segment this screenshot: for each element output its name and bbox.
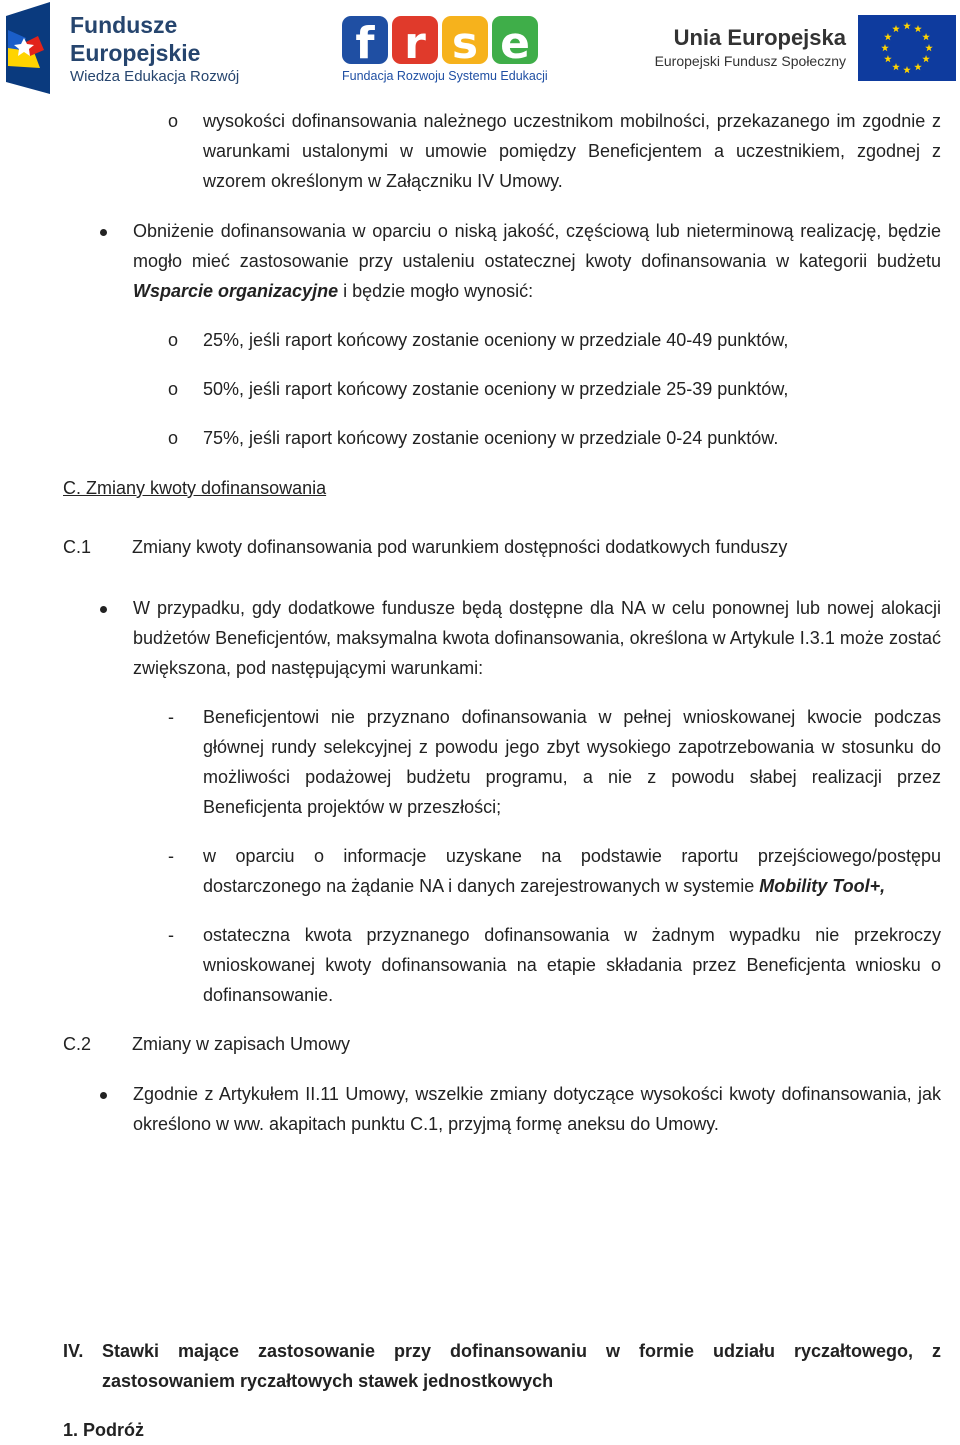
- fundusze-europejskie-logo: [4, 2, 254, 94]
- ue-text-block: [636, 24, 846, 74]
- dash-marker: -: [168, 846, 174, 866]
- svg-text:r: r: [404, 18, 426, 66]
- fe-line2: Europejskie: [70, 40, 201, 66]
- list-marker: o: [168, 111, 179, 131]
- frse-wordmark-icon: [340, 14, 540, 66]
- ue-line2: Europejski Fundusz Społeczny: [654, 53, 846, 69]
- header-logos: [0, 0, 960, 100]
- sub-item-50: 50%, jeśli raport końcowy zostanie oceniony w przedziale 25-39 punktów,: [203, 379, 789, 399]
- sub-item-75: 75%, jeśli raport końcowy zostanie oceniony w przedziale 0-24 punktów.: [203, 428, 779, 448]
- dash-item-beneficjentowi: Beneficjentowi nie przyznano dofinansowania w pełnej wnioskowanej kwocie podczas głównej rundy selekcyjnej z powodu jego zbyt wysokiego zapotrzebowania w stosunku do możliwości podażowej budżetu programu, a nie z powodu słabej realizacji przez Beneficjenta projektów w przeszłości;: [203, 707, 941, 817]
- svg-text:s: s: [451, 18, 479, 66]
- svg-text:e: e: [500, 18, 530, 66]
- eu-flag-icon: [858, 15, 956, 81]
- section-c1-number: C.1: [63, 537, 92, 557]
- bullet-icon: [100, 606, 107, 613]
- fe-flag-icon: [4, 2, 56, 94]
- list-marker: o: [168, 379, 179, 399]
- dash-item-ostateczna: ostateczna kwota przyznanego dofinansowania w żadnym wypadku nie przekroczy wnioskowanej kwoty dofinansowania na etapie składania przez Beneficjenta wniosku o dofinansowanie.: [203, 925, 941, 1005]
- bullet-icon: [100, 1092, 107, 1099]
- paragraph-obnizenie: Obniżenie dofinansowania w oparciu o niską jakość, częściową lub nieterminową realizację, będzie mogło mieć zastosowanie przy ustaleniu ostatecznej kwoty dofinansowania w kategorii budżetu Wsparcie organizacyjne i będzie mogło wynosić:: [133, 221, 941, 301]
- section-iv-number: IV.: [63, 1341, 84, 1361]
- section-c1-title: Zmiany kwoty dofinansowania pod warunkiem dostępności dodatkowych funduszy: [132, 537, 788, 557]
- section-c2-number: C.2: [63, 1034, 92, 1054]
- sub-item-25: 25%, jeśli raport końcowy zostanie oceniony w przedziale 40-49 punktów,: [203, 330, 789, 350]
- list-marker: o: [168, 330, 179, 350]
- emphasis-mobility-tool: Mobility Tool+,: [759, 876, 886, 896]
- svg-text:f: f: [355, 18, 375, 66]
- bullet-icon: [100, 229, 107, 236]
- dash-item-w-oparciu: w oparciu o informacje uzyskane na podstawie raportu przejściowego/postępu dostarczonego na żądanie NA i danych zarejestrowanych w systemie Mobility Tool+,: [203, 846, 941, 896]
- section-iv-heading: Stawki mające zastosowanie przy dofinansowaniu w formie udziału ryczałtowego, z zastosowaniem ryczałtowych stawek jednostkowych: [102, 1341, 941, 1391]
- dash-marker: -: [168, 925, 174, 945]
- section-c-heading: C. Zmiany kwoty dofinansowania: [63, 478, 327, 498]
- fe-line1: Fundusze: [70, 12, 178, 38]
- ue-line1: Unia Europejska: [673, 25, 846, 50]
- frse-logo: [340, 14, 548, 90]
- paragraph-c2-bullet: Zgodnie z Artykułem II.11 Umowy, wszelkie zmiany dotyczące wysokości kwoty dofinansowania, jak określono w ww. akapitach punktu C.1, przyjmą formę aneksu do Umowy.: [133, 1084, 941, 1134]
- paragraph-wysokosci: wysokości dofinansowania należnego uczestnikom mobilności, przekazanego im zgodnie z warunkami ustalonymi w umowie pomiędzy Beneficjentem a uczestnikiem, zgodnej z wzorem określonym w Załączniku IV Umowy.: [203, 111, 941, 191]
- paragraph-c1-bullet: W przypadku, gdy dodatkowe fundusze będą dostępne dla NA w celu ponownej lub nowej alokacji budżetów Beneficjentów, maksymalna kwota dofinansowania, określona w Artykule I.3.1 może zostać zwiększona, pod następującymi warunkami:: [133, 598, 941, 678]
- dash-marker: -: [168, 707, 174, 727]
- fe-line3: Wiedza Edukacja Rozwój: [70, 68, 240, 85]
- list-marker: o: [168, 428, 179, 448]
- emphasis-wsparcie: Wsparcie organizacyjne: [133, 281, 339, 301]
- subsection-podroz: 1. Podróż: [63, 1420, 145, 1440]
- section-c2-title: Zmiany w zapisach Umowy: [132, 1034, 351, 1054]
- frse-tagline: Fundacja Rozwoju Systemu Edukacji: [342, 69, 548, 83]
